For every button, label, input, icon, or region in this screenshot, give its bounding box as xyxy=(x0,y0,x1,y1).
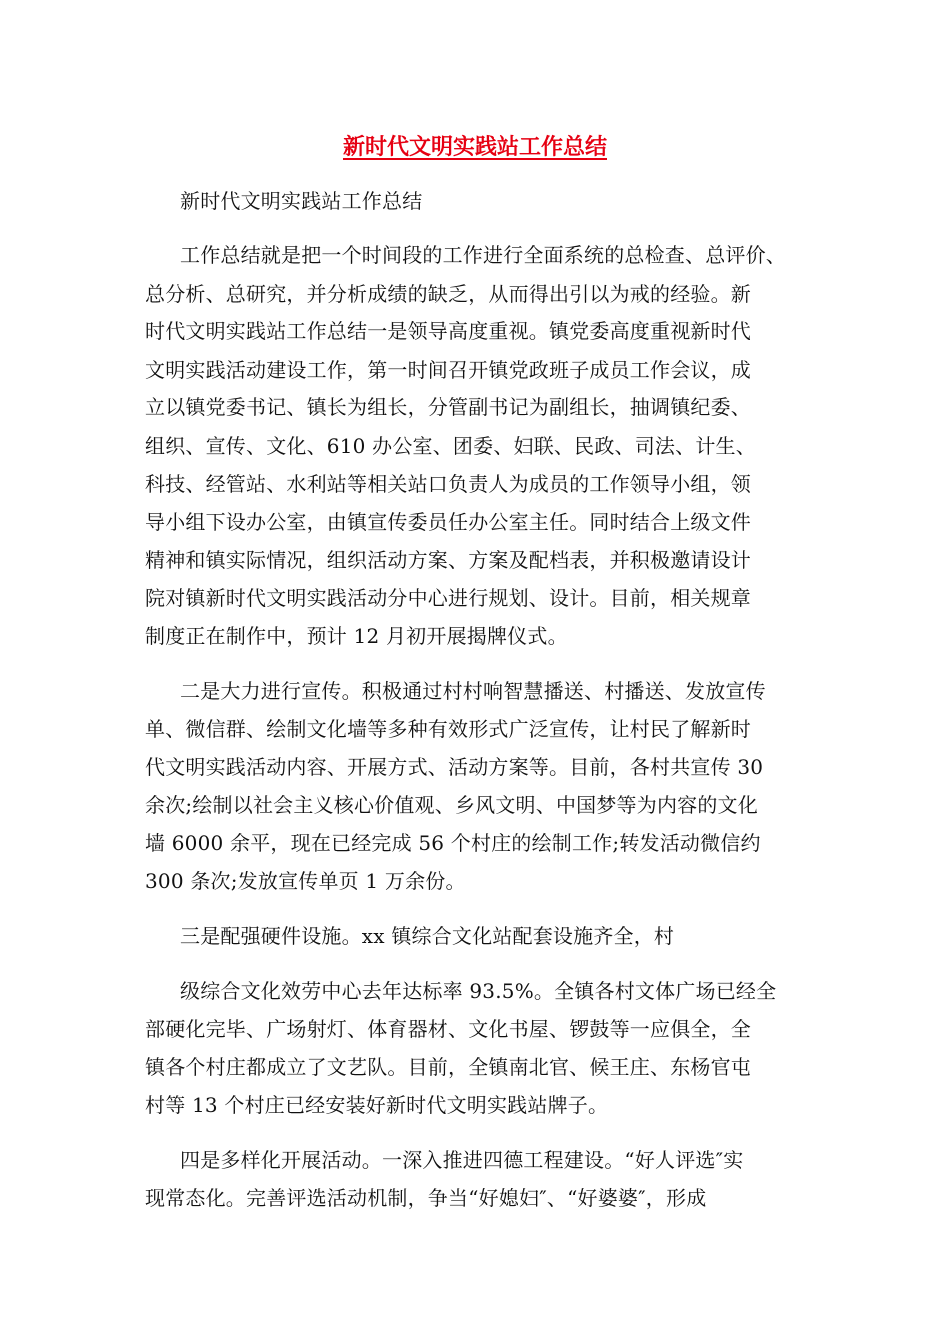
paragraph-2-line-5: 墙 6000 余平，现在已经完成 56 个村庄的绘制工作;转发活动微信约 xyxy=(145,831,761,855)
paragraph-1-line-5: 立以镇党委书记、镇长为组长，分管副书记为副组长，抽调镇纪委、 xyxy=(145,395,751,419)
paragraph-1-line-8: 导小组下设办公室，由镇宣传委员任办公室主任。同时结合上级文件 xyxy=(145,510,751,534)
paragraph-2-line-4: 余次;绘制以社会主义核心价值观、乡风文明、中国梦等为内容的文化 xyxy=(145,793,758,817)
paragraph-4-line-4: 村等 13 个村庄已经安装好新时代文明实践站牌子。 xyxy=(145,1093,609,1117)
document-title: 新时代文明实践站工作总结 xyxy=(342,135,607,160)
paragraph-2-line-6: 300 条次;发放宣传单页 1 万余份。 xyxy=(145,869,466,893)
paragraph-1-line-4: 文明实践活动建设工作，第一时间召开镇党政班子成员工作会议，成 xyxy=(145,358,751,382)
paragraph-5-line-1: 四是多样化开展活动。一深入推进四德工程建设。“好人评选″实 xyxy=(180,1148,744,1172)
paragraph-1-line-7: 科技、经管站、水利站等相关站口负责人为成员的工作领导小组，领 xyxy=(145,472,751,496)
paragraph-5-line-2: 现常态化。完善评选活动机制，争当“好媳妇″、“好婆婆″，形成 xyxy=(145,1186,707,1210)
paragraph-3-line-1: 三是配强硬件设施。xx 镇综合文化站配套设施齐全，村 xyxy=(180,924,675,948)
paragraph-4-line-3: 镇各个村庄都成立了文艺队。目前，全镇南北官、候王庄、东杨官屯 xyxy=(145,1055,751,1079)
paragraph-4-line-1: 级综合文化效劳中心去年达标率 93.5%。全镇各村文体广场已经全 xyxy=(180,979,777,1003)
paragraph-1-line-3: 时代文明实践站工作总结一是领导高度重视。镇党委高度重视新时代 xyxy=(145,319,751,343)
paragraph-1-line-11: 制度正在制作中，预计 12 月初开展揭牌仪式。 xyxy=(145,624,568,648)
paragraph-1-line-10: 院对镇新时代文明实践活动分中心进行规划、设计。目前，相关规章 xyxy=(145,586,751,610)
document-subtitle: 新时代文明实践站工作总结 xyxy=(180,189,423,213)
paragraph-1-line-2: 总分析、总研究，并分析成绩的缺乏，从而得出引以为戒的经验。新 xyxy=(145,282,751,306)
paragraph-4-line-2: 部硬化完毕、广场射灯、体育器材、文化书屋、锣鼓等一应俱全，全 xyxy=(145,1017,751,1041)
paragraph-2-line-1: 二是大力进行宣传。积极通过村村响智慧播送、村播送、发放宣传 xyxy=(180,679,766,703)
paragraph-2-line-2: 单、微信群、绘制文化墙等多种有效形式广泛宣传，让村民了解新时 xyxy=(145,717,751,741)
paragraph-2-line-3: 代文明实践活动内容、开展方式、活动方案等。目前，各村共宣传 30 xyxy=(145,755,764,779)
paragraph-1-line-1: 工作总结就是把一个时间段的工作进行全面系统的总检查、总评价、 xyxy=(180,243,786,267)
paragraph-1-line-6: 组织、宣传、文化、610 办公室、团委、妇联、民政、司法、计生、 xyxy=(145,434,756,458)
paragraph-1-line-9: 精神和镇实际情况，组织活动方案、方案及配档表，并积极邀请设计 xyxy=(145,548,751,572)
